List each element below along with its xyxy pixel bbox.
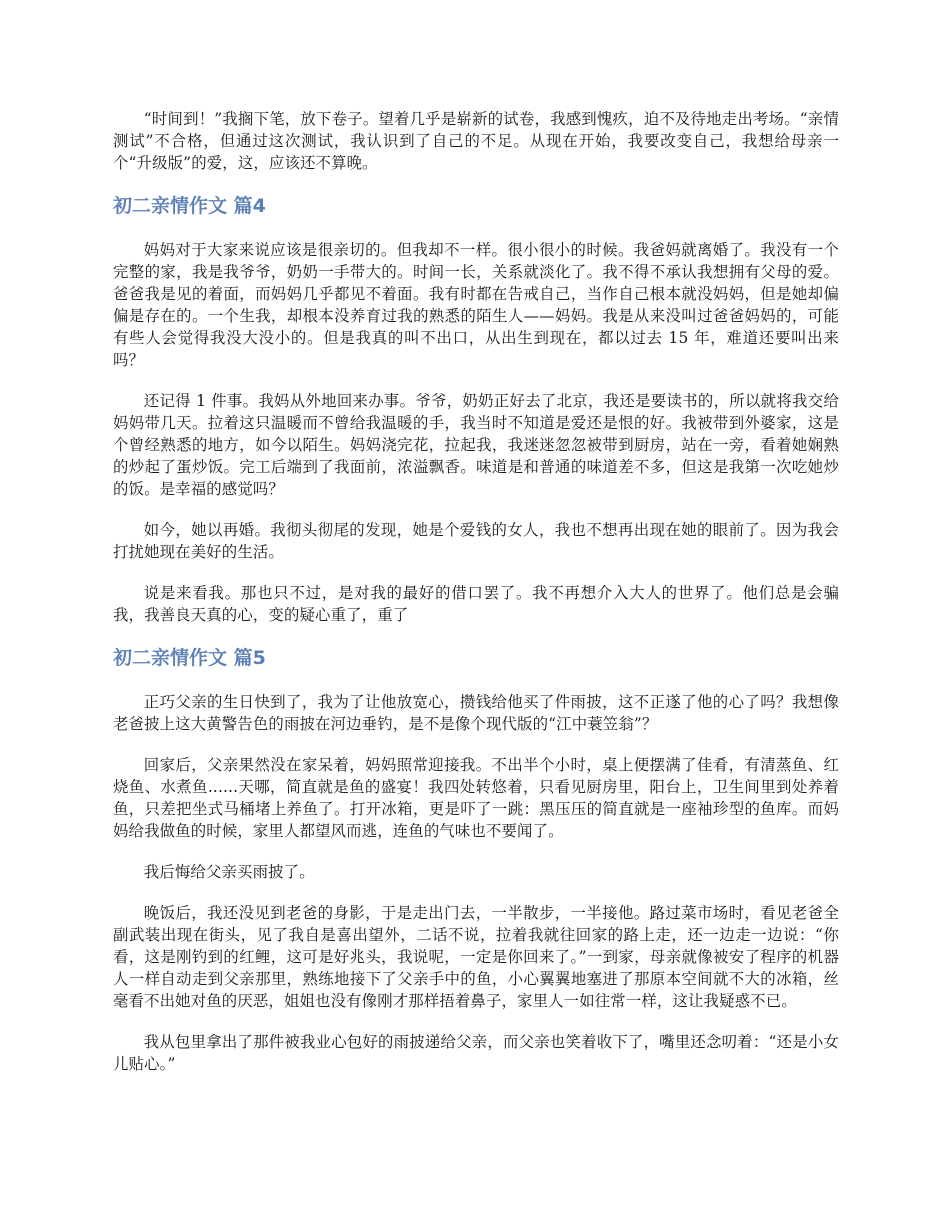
section-heading-4 [113,193,839,219]
paragraph: 晚饭后，我还没见到老爸的身影，于是走出门去，一半散步，一半接他。路过菜市场时，看见老爸全副武装出现在街头，见了我自是喜出望外，二话不说，拉着我就往回家的路上走，还一边走一边说：“你看，这是刚钓到的红鲤，这可是好兆头，我说呢，一定是你回来了。”一到家，母亲就像被安了程序的机器人一样自动走到父亲那里，熟练地接下了父亲手中的鱼，小心翼翼地塞进了那原本空间就不大的冰箱，丝毫看不出她对鱼的厌恶，姐姐也没有像刚才那样捂着鼻子，家里人一如往常一样，这让我疑惑不已。 [113,904,839,1010]
section-heading-5-text: 初二亲情作文 篇5 [113,647,266,669]
paragraph: 正巧父亲的生日快到了，我为了让他放宽心，攒钱给他买了件雨披，这不正遂了他的心了吗？我想像老爸披上这大黄警告色的雨披在河边垂钓，是不是像个现代版的“江中蓑笠翁”？ [113,693,839,733]
paragraph: 我后悔给父亲买雨披了。 [143,863,315,881]
intro-paragraph: “时间到！”我搁下笔，放下卷子。望着几乎是崭新的试卷，我感到愧疚，迫不及待地走出考场。“亲情测试”不合格，但通过这次测试，我认识到了自己的不足。从现在开始，我要改变自己，我想给母亲一个“升级版”的爱，这，应该还不算晚。 [113,110,839,172]
paragraph: 妈妈对于大家来说应该是很亲切的。但我却不一样。很小很小的时候。我爸妈就离婚了。我没有一个完整的家，我是我爷爷，奶奶一手带大的。时间一长，关系就淡化了。我不得不承认我想拥有父母的爱。爸爸我是见的着面，而妈妈几乎都见不着面。我有时都在告戒自己，当作自己根本就没妈妈，但是她却偏偏是存在的。一个生我，却根本没养育过我的熟悉的陌生人——妈妈。我是从来没叫过爸爸妈妈的，可能有些人会觉得我没大没小的。但是我真的叫不出口，从出生到现在，都以过去 15 年，难道还要叫出来吗？ [113,241,839,369]
paragraph: 回家后，父亲果然没在家呆着，妈妈照常迎接我。不出半个小时，桌上便摆满了佳肴，有清蒸鱼、红烧鱼、水煮鱼......天哪，简直就是鱼的盛宴！我四处转悠着，只看见厨房里，阳台上，卫生间里到处养着鱼，只差把坐式马桶堵上养鱼了。打开冰箱，更是吓了一跳：黑压压的简直就是一座袖珍型的鱼库。而妈妈给我做鱼的时候，家里人都望风而逃，连鱼的气味也不要闻了。 [113,756,839,840]
document-page [113,108,839,1094]
paragraph: 如今，她以再婚。我彻头彻尾的发现，她是个爱钱的女人，我也不想再出现在她的眼前了。因为我会打扰她现在美好的生活。 [113,521,839,561]
paragraph: 还记得 1 件事。我妈从外地回来办事。爷爷，奶奶正好去了北京，我还是要读书的，所以就将我交给妈妈带几天。拉着这只温暖而不曾给我温暖的手，我当时不知道是爱还是恨的好。我被带到外婆家，这是个曾经熟悉的地方，如今以陌生。妈妈浇完花，拉起我，我迷迷忽忽被带到厨房，站在一旁，看着她娴熟的炒起了蛋炒饭。完工后端到了我面前，浓溢飘香。味道是和普通的味道差不多，但这是我第一次吃她炒的饭。是幸福的感觉吗？ [113,392,839,498]
paragraph: 我从包里拿出了那件被我业心包好的雨披递给父亲，而父亲也笑着收下了，嘴里还念叨着：“还是小女儿贴心。” [113,1033,839,1073]
section-heading-5 [113,645,839,671]
section-heading-4-text: 初二亲情作文 篇4 [113,195,266,217]
paragraph: 说是来看我。那也只不过，是对我的最好的借口罢了。我不再想介入大人的世界了。他们总是会骗我，我善良天真的心，变的疑心重了，重了 [113,584,839,624]
